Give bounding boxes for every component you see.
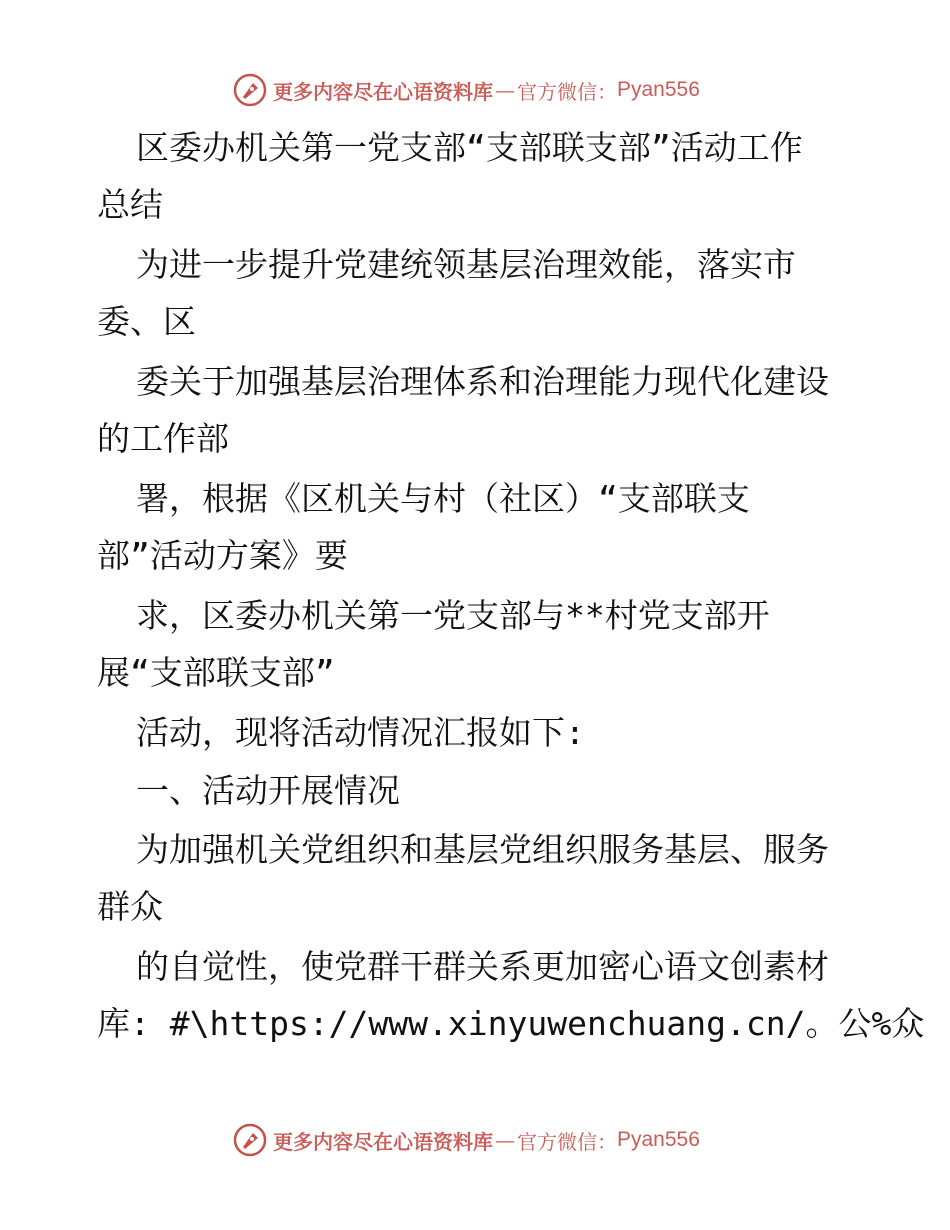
body-line: 委关于加强基层治理体系和治理能力现代化建设 bbox=[136, 362, 829, 401]
body-line: 署，根据《区机关与村（社区）“支部联支 bbox=[136, 479, 750, 518]
watermark-dash: — bbox=[495, 1128, 515, 1152]
body-line: 库: #\https://www.xinyuwenchuang.cn/。公%众 bbox=[97, 1004, 925, 1043]
body-line: 活动，现将活动情况汇报如下: bbox=[136, 713, 585, 752]
watermark-main-text: 更多内容尽在心语资料库 bbox=[273, 79, 493, 104]
body-line: 求，区委办机关第一党支部与**村党支部开 bbox=[136, 596, 770, 635]
section-heading: 一、活动开展情况 bbox=[136, 771, 400, 810]
watermark-main-text: 更多内容尽在心语资料库 bbox=[273, 1129, 493, 1154]
body-line: 为加强机关党组织和基层党组织服务基层、服务 bbox=[136, 830, 829, 869]
body-line: 群众 bbox=[97, 887, 163, 926]
header-watermark bbox=[233, 70, 700, 110]
watermark-wechat-id: Pyan556 bbox=[617, 1128, 700, 1151]
body-line: 为进一步提升党建统领基层治理效能，落实市 bbox=[136, 245, 796, 284]
body-line: 部”活动方案》要 bbox=[97, 536, 348, 575]
body-line: 的工作部 bbox=[97, 419, 229, 458]
watermark-wechat-id: Pyan556 bbox=[617, 78, 700, 101]
watermark-suffix: 官方微信： bbox=[517, 1129, 617, 1154]
body-line: 展“支部联支部” bbox=[97, 653, 335, 692]
body-line: 区委办机关第一党支部“支部联支部”活动工作 bbox=[136, 128, 803, 167]
watermark-dash: — bbox=[495, 78, 515, 102]
pen-nib-logo-icon bbox=[233, 1123, 267, 1157]
watermark-suffix: 官方微信： bbox=[517, 79, 617, 104]
pen-nib-logo-icon bbox=[233, 73, 267, 107]
body-line: 委、区 bbox=[97, 302, 196, 341]
footer-watermark bbox=[233, 1120, 700, 1160]
body-line: 的自觉性，使党群干群关系更加密心语文创素材 bbox=[136, 947, 829, 986]
body-line: 总结 bbox=[97, 185, 163, 224]
